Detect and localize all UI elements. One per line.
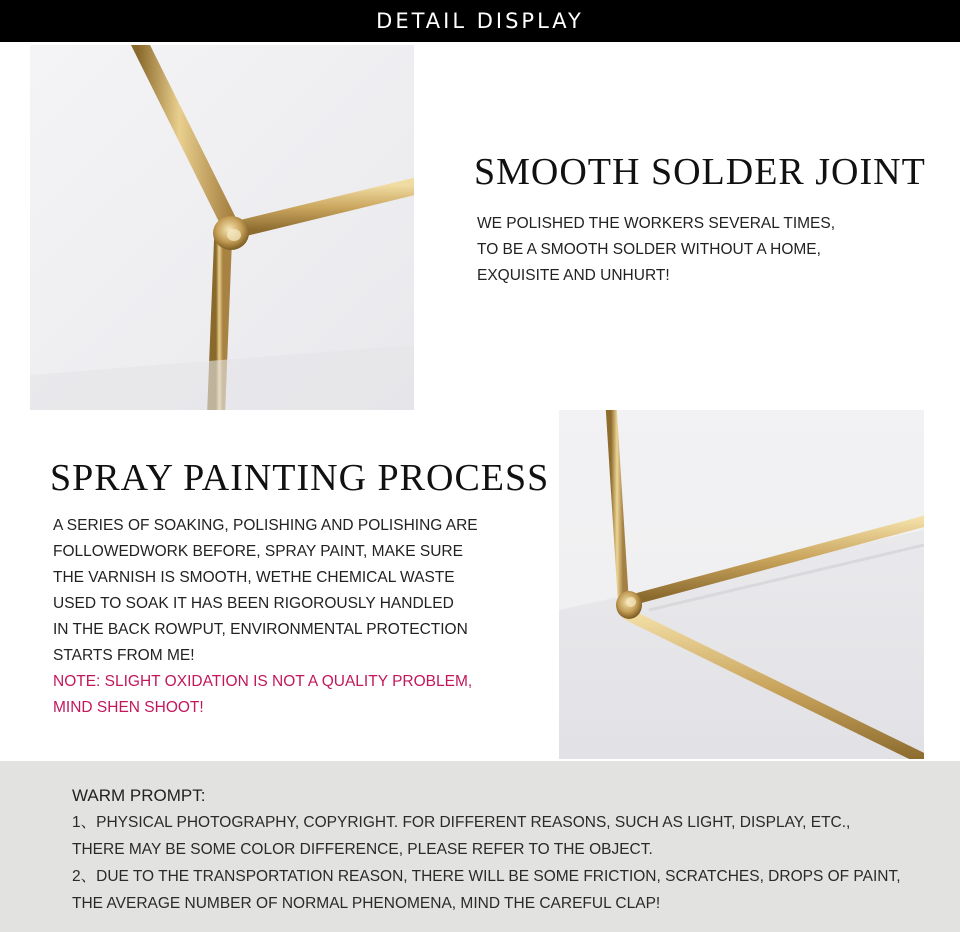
spray-painting-line: STARTS FROM ME! (53, 647, 195, 664)
solder-joint-line: EXQUISITE AND UNHURT! (477, 267, 670, 284)
spray-painting-line: IN THE BACK ROWPUT, ENVIRONMENTAL PROTECTION (53, 621, 468, 638)
warm-prompt-line: 1、PHYSICAL PHOTOGRAPHY, COPYRIGHT. FOR DIFFERENT REASONS, SUCH AS LIGHT, DISPLAY, ETC., (72, 814, 851, 831)
spray-painting-line: FOLLOWEDWORK BEFORE, SPRAY PAINT, MAKE SURE (53, 543, 463, 560)
spray-painting-heading: SPRAY PAINTING PROCESS (50, 457, 550, 499)
header-title: DETAIL DISPLAY (376, 9, 584, 33)
solder-joint-line: WE POLISHED THE WORKERS SEVERAL TIMES, (477, 215, 836, 232)
warm-prompt-line: THE AVERAGE NUMBER OF NORMAL PHENOMENA, MIND THE CAREFUL CLAP! (72, 895, 661, 912)
header-bar (0, 0, 960, 42)
warm-prompt-line: THERE MAY BE SOME COLOR DIFFERENCE, PLEASE REFER TO THE OBJECT. (72, 841, 653, 858)
spray-painting-line: THE VARNISH IS SMOOTH, WETHE CHEMICAL WASTE (53, 569, 455, 586)
spray-painting-text (53, 513, 478, 721)
solder-joint-text (477, 211, 835, 289)
warm-prompt-text (72, 809, 901, 917)
frame-corner-photo (559, 410, 924, 759)
oxidation-note-line: NOTE: SLIGHT OXIDATION IS NOT A QUALITY PROBLEM, (53, 673, 473, 690)
spray-painting-line: USED TO SOAK IT HAS BEEN RIGOROUSLY HANDLED (53, 595, 454, 612)
solder-joint-photo (30, 45, 414, 410)
warm-prompt-line: 2、DUE TO THE TRANSPORTATION REASON, THERE WILL BE SOME FRICTION, SCRATCHES, DROPS OF PAINT, (72, 868, 901, 885)
warm-prompt-title: WARM PROMPT: (72, 786, 206, 805)
solder-joint-heading: SMOOTH SOLDER JOINT (474, 151, 926, 193)
solder-joint-line: TO BE A SMOOTH SOLDER WITHOUT A HOME, (477, 241, 821, 258)
oxidation-note-line: MIND SHEN SHOOT! (53, 699, 204, 716)
spray-painting-line: A SERIES OF SOAKING, POLISHING AND POLISHING ARE (53, 517, 478, 534)
